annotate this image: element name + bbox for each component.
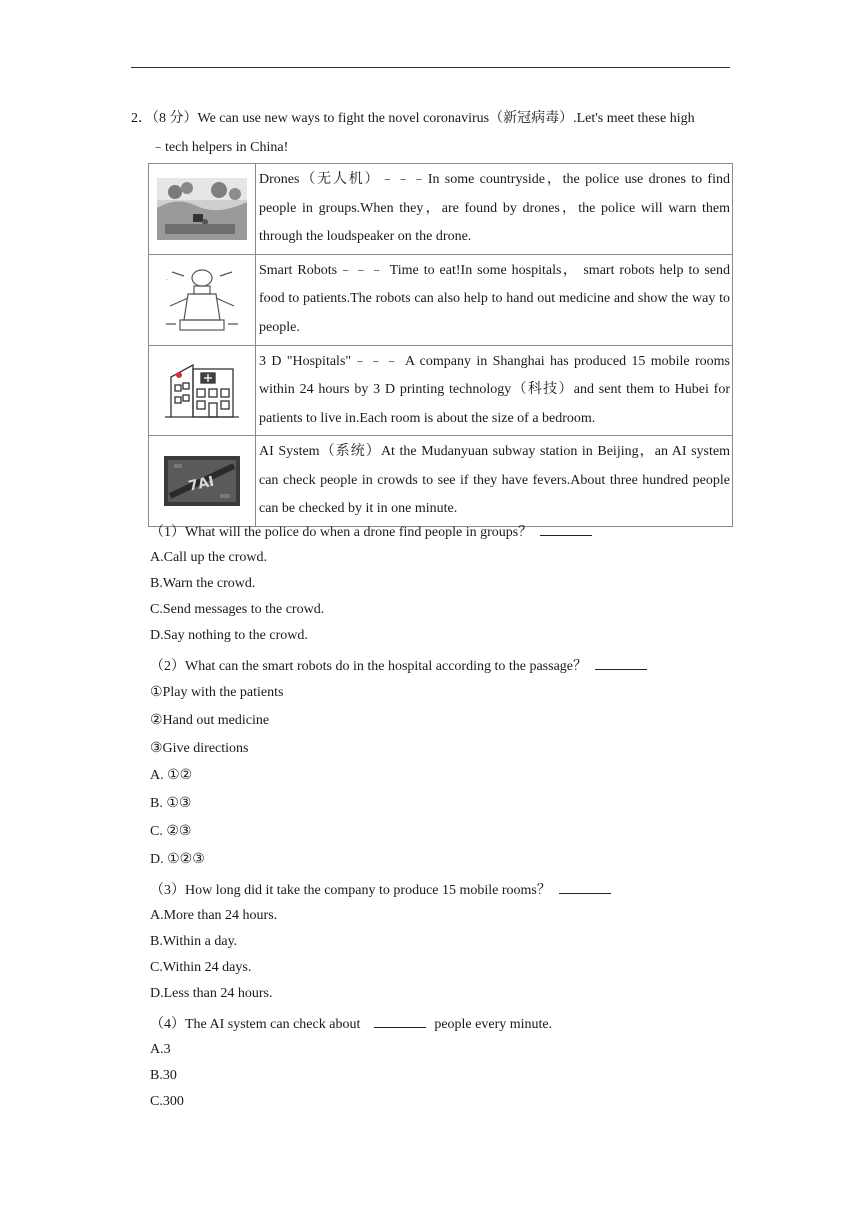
answer-blank bbox=[374, 1015, 426, 1028]
question-score: （8 分） bbox=[152, 111, 198, 126]
q3-option-c: C.Within 24 days. bbox=[150, 960, 252, 975]
ai-system-photo bbox=[164, 456, 240, 506]
q2-item-1: ①Play with the patients bbox=[150, 685, 284, 700]
q1-option-c: C.Send messages to the crowd. bbox=[150, 602, 325, 617]
table-image-cell bbox=[149, 345, 256, 436]
q1-stem: （1）What will the police do when a drone find people in groups？ bbox=[150, 521, 592, 541]
table-image-cell bbox=[149, 254, 256, 345]
q1-option-a: A.Call up the crowd. bbox=[150, 550, 268, 565]
ai-system-description: AI System（系统）At the Mudanyuan subway station in Beijing，an AI system can check people in crowds to see if they have fevers.About three hundred people can be checked by it in one minute. bbox=[256, 436, 733, 527]
q2-option-c: C. ②③ bbox=[150, 824, 192, 839]
q4-option-c: C.300 bbox=[150, 1094, 184, 1109]
drones-description: Drones（无人机）﹣﹣﹣In some countryside，the police use drones to find people in groups.When they，are found by drones，the police will warn them through the loudspeaker on the drone. bbox=[256, 164, 733, 255]
q1-option-d: D.Say nothing to the crowd. bbox=[150, 628, 308, 643]
robot-sketch bbox=[162, 262, 242, 338]
q2-option-b: B. ①③ bbox=[150, 796, 192, 811]
helpers-table bbox=[148, 163, 733, 527]
q2-option-d: D. ①②③ bbox=[150, 852, 205, 867]
q3-option-a: A.More than 24 hours. bbox=[150, 908, 278, 923]
smart-robots-description: Smart Robots﹣﹣﹣ Time to eat!In some hospitals， smart robots help to send food to patients.The robots can also help to hand out medicine and show the way to people. bbox=[256, 254, 733, 345]
answer-blank bbox=[595, 657, 647, 670]
table-row bbox=[149, 164, 733, 255]
q3-option-b: B.Within a day. bbox=[150, 934, 238, 949]
q4-option-a: A.3 bbox=[150, 1042, 171, 1057]
table-image-cell bbox=[149, 436, 256, 527]
question-number: 2． bbox=[131, 111, 152, 126]
q2-item-3: ③Give directions bbox=[150, 741, 249, 756]
stem-line-1: We can use new ways to fight the novel coronavirus（新冠病毒）.Let's meet these high bbox=[197, 111, 695, 126]
svg-text:·: · bbox=[166, 276, 168, 284]
q2-item-2: ②Hand out medicine bbox=[150, 713, 270, 728]
table-row bbox=[149, 436, 733, 527]
q3-option-d: D.Less than 24 hours. bbox=[150, 986, 273, 1001]
q1-option-b: B.Warn the crowd. bbox=[150, 576, 256, 591]
answer-blank bbox=[540, 523, 592, 536]
3d-hospitals-description: 3 D "Hospitals"﹣﹣﹣ A company in Shanghai has produced 15 mobile rooms within 24 hours by 3 D printing technology（科技）and sent them to Hubei for patients to live in.Each room is about the size of a bedroom. bbox=[256, 345, 733, 436]
answer-blank bbox=[559, 881, 611, 894]
table-row bbox=[149, 345, 733, 436]
question-stem bbox=[131, 104, 731, 162]
q3-stem: （3）How long did it take the company to produce 15 mobile rooms？ bbox=[150, 879, 611, 899]
table-row bbox=[149, 254, 733, 345]
stem-line-2: ﹣tech helpers in China! bbox=[151, 140, 289, 155]
q4-stem: （4）The AI system can check about people every minute. bbox=[150, 1017, 553, 1032]
table-image-cell bbox=[149, 164, 256, 255]
drone-photo bbox=[157, 178, 247, 240]
q4-option-b: B.30 bbox=[150, 1068, 177, 1083]
header-rule bbox=[131, 67, 730, 68]
q2-stem: （2）What can the smart robots do in the hospital according to the passage？ bbox=[150, 655, 647, 675]
q2-option-a: A. ①② bbox=[150, 768, 193, 783]
hospital-building-sketch bbox=[163, 359, 241, 421]
svg-text:7AI: 7AI bbox=[187, 473, 216, 495]
